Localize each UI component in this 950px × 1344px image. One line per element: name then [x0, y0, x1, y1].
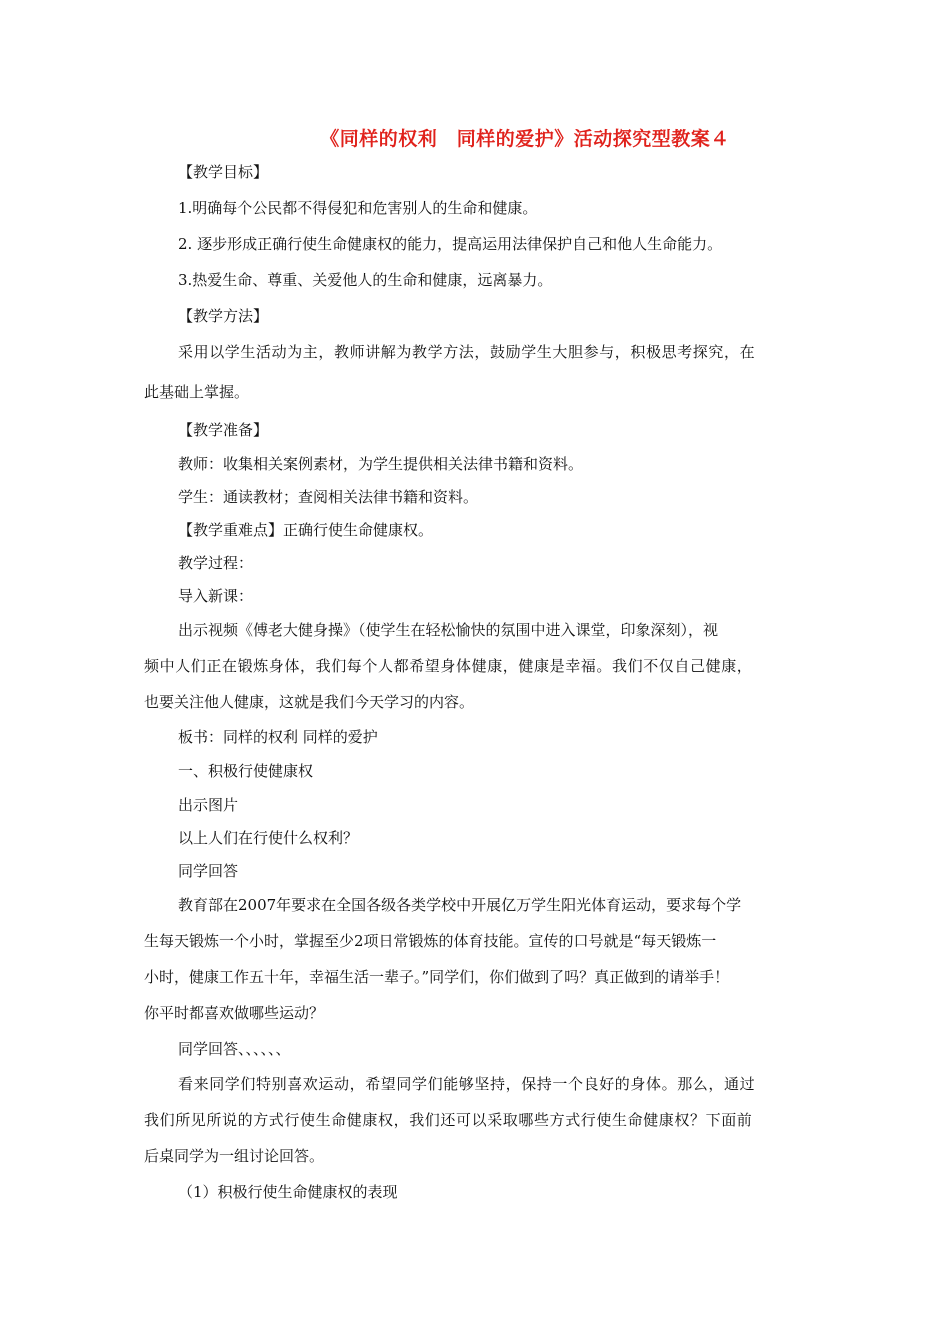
goal-item-1: 1.明确每个公民都不得侵犯和危害别人的生命和健康。	[178, 199, 538, 217]
board-writing: 板书：同样的权利 同样的爱护	[178, 728, 378, 746]
preparation-teacher: 教师：收集相关案例素材，为学生提供相关法律书籍和资料。	[178, 455, 584, 473]
heading-teaching-preparation: 【教学准备】	[178, 421, 269, 439]
question-text: 以上人们在行使什么权利？	[178, 829, 359, 847]
intro-paragraph-line: 出示视频《傅老大健身操》（使学生在轻松愉快的氛围中进入课堂，印象深刻），视	[178, 621, 719, 639]
teaching-process-label: 教学过程：	[178, 554, 254, 572]
students-answer: 同学回答	[178, 862, 239, 880]
key-points: 【教学重难点】正确行使生命健康权。	[178, 521, 434, 539]
methods-paragraph-line: 此基础上掌握。	[144, 383, 250, 401]
intro-paragraph-line: 也要关注他人健康，这就是我们今天学习的内容。	[144, 693, 475, 711]
subsection-heading: （1）积极行使生命健康权的表现	[178, 1183, 398, 1201]
discussion-paragraph-line: 后桌同学为一组讨论回答。	[144, 1147, 325, 1165]
heading-teaching-methods: 【教学方法】	[178, 307, 269, 325]
students-answer: 同学回答、、、、、、	[178, 1040, 291, 1058]
intro-paragraph-line: 频中人们正在锻炼身体，我们每个人都希望身体健康，健康是幸福。我们不仅自己健康，	[144, 657, 753, 675]
sports-paragraph-line: 小时，健康工作五十年，幸福生活一辈子。”同学们，你们做到了吗？真正做到的请举手！	[144, 968, 730, 986]
sports-paragraph-line: 生每天锻炼一个小时，掌握至少2项日常锻炼的体育技能。宣传的口号就是“每天锻炼一	[144, 932, 717, 950]
preparation-student: 学生：通读教材；查阅相关法律书籍和资料。	[178, 488, 479, 506]
goal-item-2: 2. 逐步形成正确行使生命健康权的能力，提高运用法律保护自己和他人生命能力。	[178, 235, 723, 253]
goal-item-3: 3.热爱生命、尊重、关爱他人的生命和健康，远离暴力。	[178, 271, 553, 289]
discussion-paragraph-line: 看来同学们特别喜欢运动，希望同学们能够坚持，保持一个良好的身体。那么，通过	[178, 1075, 756, 1093]
sports-paragraph-line: 教育部在2007年要求在全国各级各类学校中开展亿万学生阳光体育运动，要求每个学	[178, 896, 742, 914]
document-title: 《同样的权利 同样的爱护》活动探究型教案４	[320, 128, 730, 150]
show-picture: 出示图片	[178, 796, 239, 814]
discussion-paragraph-line: 我们所见所说的方式行使生命健康权，我们还可以采取哪些方式行使生命健康权？下面前	[144, 1111, 753, 1129]
heading-teaching-goals: 【教学目标】	[178, 163, 269, 181]
methods-paragraph-line: 采用以学生活动为主，教师讲解为教学方法，鼓励学生大胆参与，积极思考探究，在	[178, 343, 756, 361]
section-heading-1: 一、积极行使健康权	[178, 762, 314, 780]
sports-paragraph-line: 你平时都喜欢做哪些运动？	[144, 1004, 325, 1022]
introduction-label: 导入新课：	[178, 587, 254, 605]
